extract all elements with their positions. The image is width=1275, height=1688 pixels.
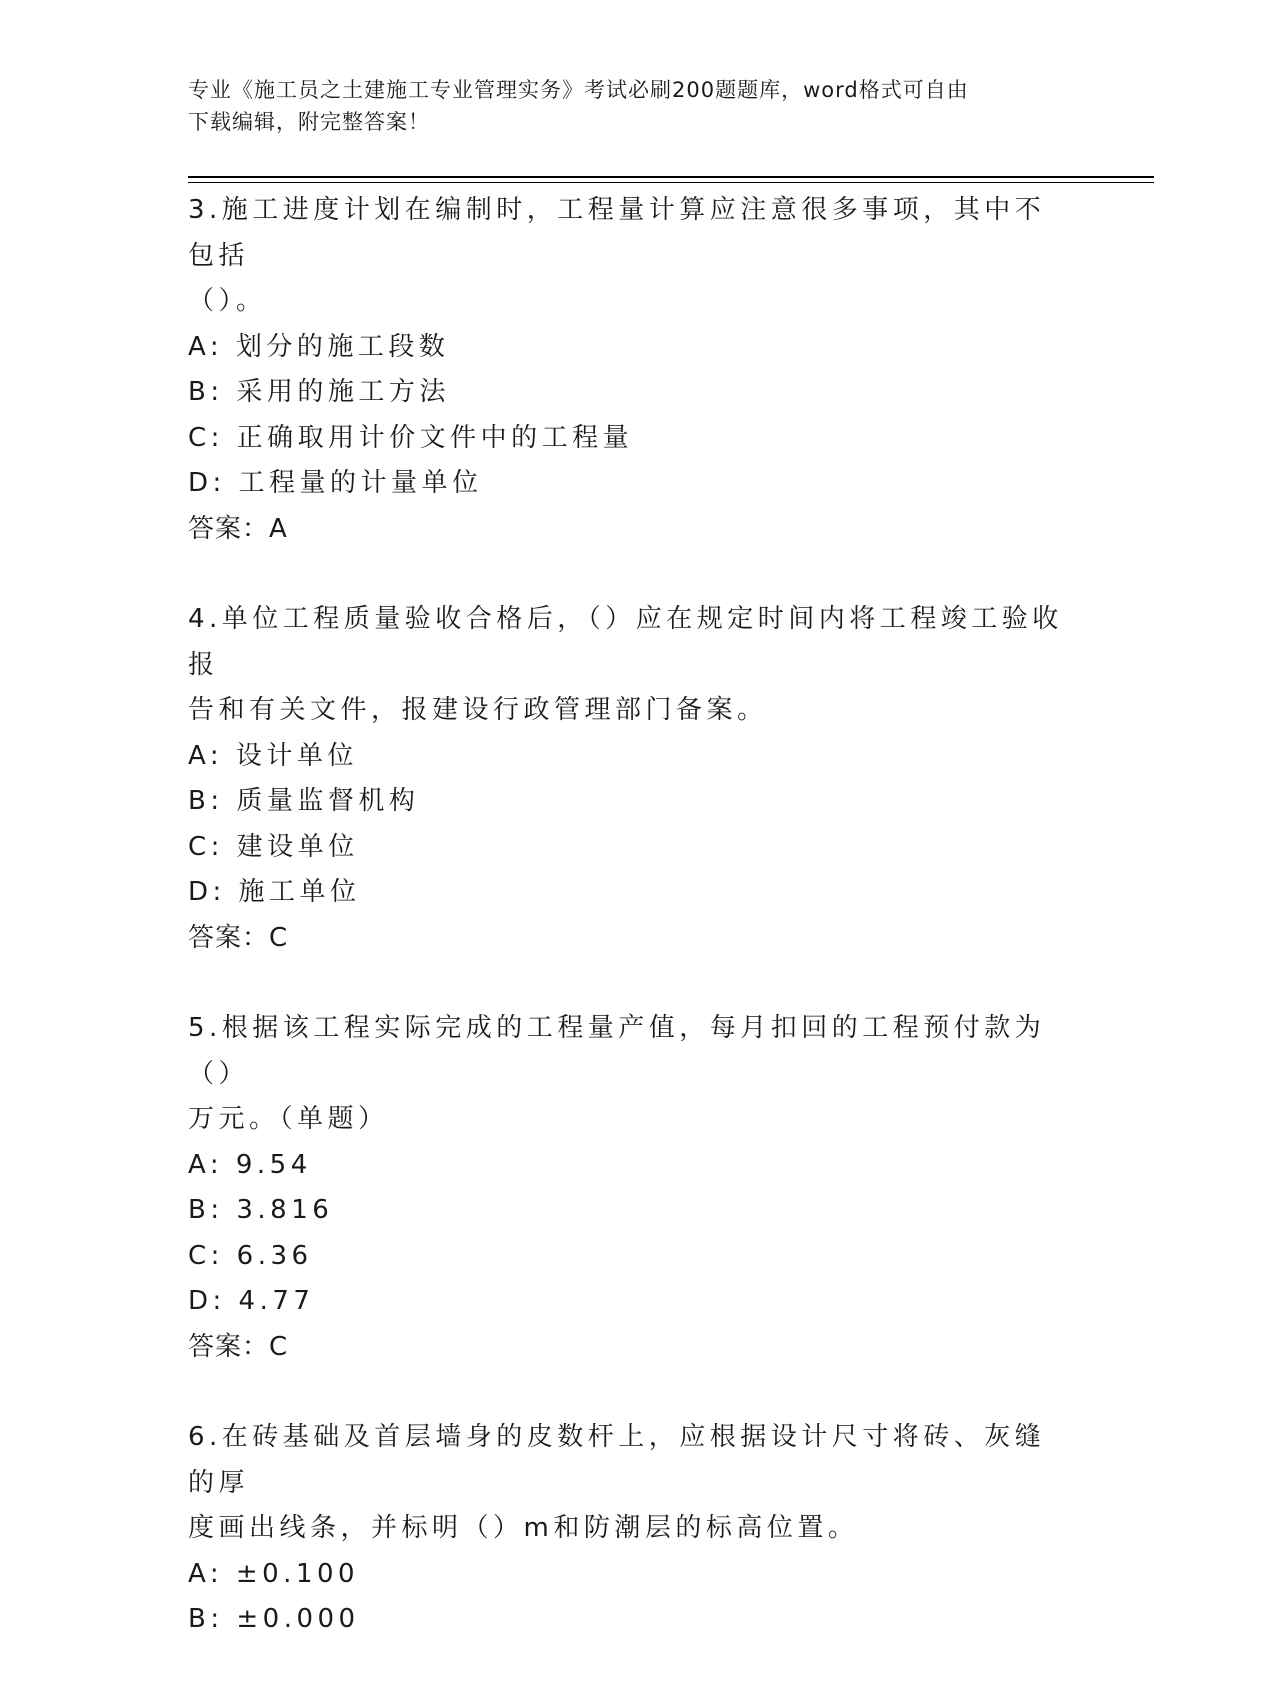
option-d: D: 工程量的计量单位 — [188, 468, 483, 498]
question-stem-continued: 告和有关文件，报建设行政管理部门备案。 — [188, 695, 768, 725]
question-4 — [188, 597, 1068, 961]
header-rule-thin — [188, 182, 1154, 183]
question-stem: 5.根据该工程实际完成的工程量产值，每月扣回的工程预付款为（） — [188, 1013, 1046, 1089]
question-list — [188, 188, 1068, 1688]
question-stem-continued: （）。 — [188, 286, 267, 316]
question-stem-continued: 度画出线条，并标明（）m和防潮层的标高位置。 — [188, 1513, 859, 1543]
question-stem: 4.单位工程质量验收合格后，（）应在规定时间内将工程竣工验收报 — [188, 604, 1063, 680]
question-stem: 3.施工进度计划在编制时，工程量计算应注意很多事项，其中不包括 — [188, 195, 1046, 271]
option-c: C: 建设单位 — [188, 831, 359, 862]
question-stem: 6.在砖基础及首层墙身的皮数杆上，应根据设计尺寸将砖、灰缝的厚 — [188, 1422, 1046, 1498]
option-b: B: ±0.000 — [188, 1604, 360, 1634]
option-a: A: 划分的施工段数 — [188, 331, 450, 362]
question-stem-continued: 万元。（单题） — [188, 1104, 389, 1134]
answer-line: 答案：A — [188, 513, 288, 544]
option-a: A: 9.54 — [188, 1149, 312, 1180]
question-3 — [188, 188, 1068, 552]
question-6 — [188, 1415, 1068, 1643]
option-a: A: ±0.100 — [188, 1558, 360, 1589]
answer-line: 答案：C — [188, 1331, 289, 1362]
answer-line: 答案：C — [188, 922, 289, 953]
option-a: A: 设计单位 — [188, 740, 358, 771]
question-5 — [188, 1006, 1068, 1370]
option-d: D: 4.77 — [188, 1286, 315, 1316]
document-header — [188, 74, 1068, 138]
option-b: B: 采用的施工方法 — [188, 377, 450, 407]
option-c: C: 正确取用计价文件中的工程量 — [188, 422, 634, 453]
option-d: D: 施工单位 — [188, 877, 361, 907]
header-rule-thick — [188, 176, 1154, 178]
option-b: B: 质量监督机构 — [188, 786, 420, 816]
header-line-2: 下载编辑，附完整答案！ — [188, 110, 430, 134]
option-c: C: 6.36 — [188, 1240, 313, 1271]
option-b: B: 3.816 — [188, 1195, 334, 1225]
header-line-1: 专业《施工员之土建施工专业管理实务》考试必刷200题题库，word格式可自由 — [188, 78, 969, 102]
